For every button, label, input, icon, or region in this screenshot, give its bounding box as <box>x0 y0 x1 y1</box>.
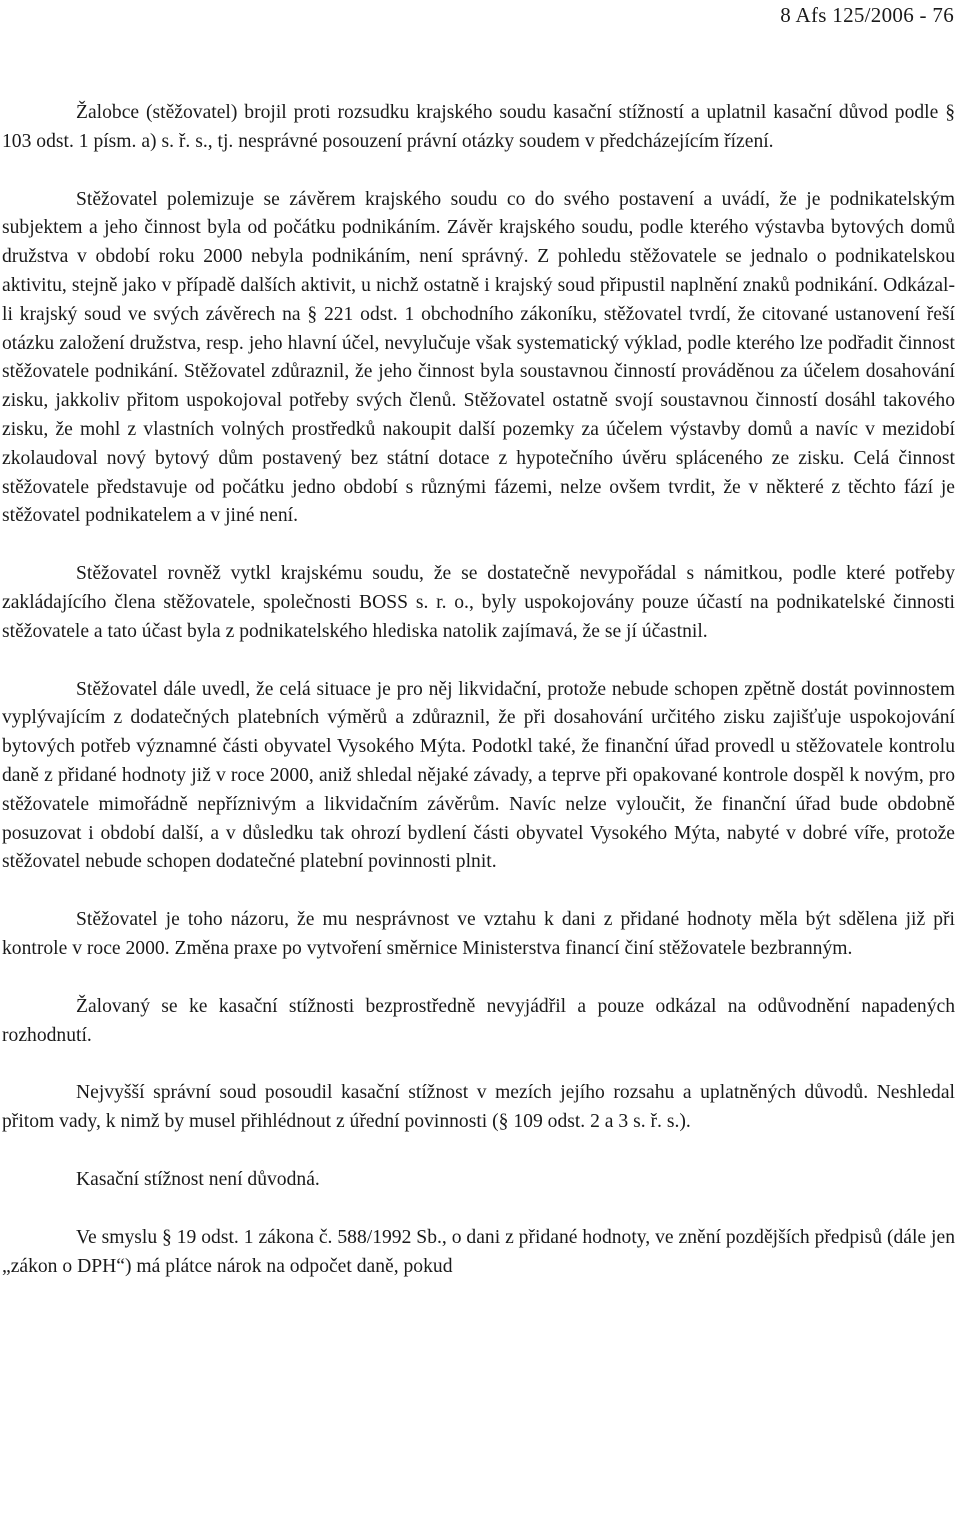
paragraph-verdict: Kasační stížnost není důvodná. <box>76 1168 320 1190</box>
paragraph-liquidation-risk: Stěžovatel dále uvedl, že celá situace je pro něj likvidační, protože nebude schopen zpětně dostát povinnostem vyplývajícím z dodatečných platebních výměrů a zdůraznil, že při dosahování určitého zisku zajišťuje uspokojování bytových potřeb významné části obyvatel Vysokého Mýta. Podotkl také, že finanční úřad provedl u stěžovatele kontrolu daně z přidané hodnoty již v roce 2000, aniž shledal nějaké závady, a teprve při opakované kontrole dospěl k novým, pro stěžovatele mimořádně nepříznivým a likvidačním závěrům. Navíc nelze vyloučit, že finanční úřad bude obdobně posuzovat i období další, a v důsledku tak ohrozí bydlení části obyvatel Vysokého Mýta, nabyté v dobré víře, protože stěžovatel nebude schopen dodatečné platební povinnosti plnit. <box>2 678 955 873</box>
paragraph-appeal-grounds: Žalobce (stěžovatel) brojil proti rozsudku krajského soudu kasační stížností a uplatnil kasační důvod podle § 103 odst. 1 písm. a) s. ř. s., tj. nesprávné posouzení právní otázky soudem v předcházejícím řízení. <box>2 102 955 152</box>
paragraph-business-status: Stěžovatel polemizuje se závěrem krajského soudu co do svého postavení a uvádí, že je podnikatelským subjektem a jeho činnost byla od počátku podnikáním. Závěr krajského soudu, podle kterého výstavba bytových domů družstva v období roku 2000 nebyla podnikáním, není správný. Z pohledu stěžovatele se jednalo o podnikatelskou aktivitu, stejně jako v případě dalších aktivit, u nichž ostatně i krajský soud připustil naplnění znaků podnikání. Odkázal-li krajský soud ve svých závěrech na § 221 odst. 1 obchodního zákoníku, stěžovatel tvrdí, že citované ustanovení řeší otázku založení družstva, resp. jeho hlavní účel, nevylučuje však systematický výklad, podle kterého lze podřadit činnost stěžovatele podnikání. Stěžovatel zdůraznil, že jeho činnost byla soustavnou činností prováděnou za účelem dosahování zisku, jakkoliv přitom uspokojoval potřeby svých členů. Stěžovatel ostatně svojí soustavnou činností dosáhl takového zisku, že mohl z vlastních volných prostředků nakoupit další pozemky za účelem výstavby domů a navíc v mezidobí zkolaudoval nový bytový dům postavený bez státní dotace z hypotečního úvěru spláceného ze zisku. Celá činnost stěžovatele představuje od počátku jedno období s různými fázemi, nelze ovšem tvrdit, že v některé z těchto fází je stěžovatel podnikatelem a v jiné není. <box>2 188 955 527</box>
document-body <box>2 99 955 1281</box>
paragraph-vat-deduction: Ve smyslu § 19 odst. 1 zákona č. 588/1992 Sb., o dani z přidané hodnoty, ve znění pozdějších předpisů (dále jen „zákon o DPH“) má plátce nárok na odpočet daně, pokud <box>2 1226 955 1277</box>
paragraph-defendant-response: Žalovaný se ke kasační stížnosti bezprostředně nevyjádřil a pouze odkázal na odůvodnění napadených rozhodnutí. <box>2 995 955 1046</box>
paragraph-prior-audit: Stěžovatel je toho názoru, že mu nesprávnost ve vztahu k dani z přidané hodnoty měla být sdělena již při kontrole v roce 2000. Změna praxe po vytvoření směrnice Ministerstva financí činí stěžovatele bezbranným. <box>2 909 955 959</box>
paragraph-founding-member: Stěžovatel rovněž vytkl krajskému soudu, že se dostatečně nevypořádal s námitkou, podle které potřeby zakládajícího člena stěžovatele, společnosti BOSS s. r. o., byly uspokojovány pouze účastí na podnikatelské činnosti stěžovatele a tato účast byla z podnikatelského hlediska natolik zajímavá, že se jí účastnil. <box>2 563 955 642</box>
case-reference: 8 Afs 125/2006 - 76 <box>780 3 954 27</box>
paragraph-court-review: Nejvyšší správní soud posoudil kasační stížnost v mezích jejího rozsahu a uplatněných důvodů. Neshledal přitom vady, k nimž by musel přihlédnout z úřední povinnosti (§ 109 odst. 2 a 3 s. ř. s.). <box>2 1082 955 1133</box>
